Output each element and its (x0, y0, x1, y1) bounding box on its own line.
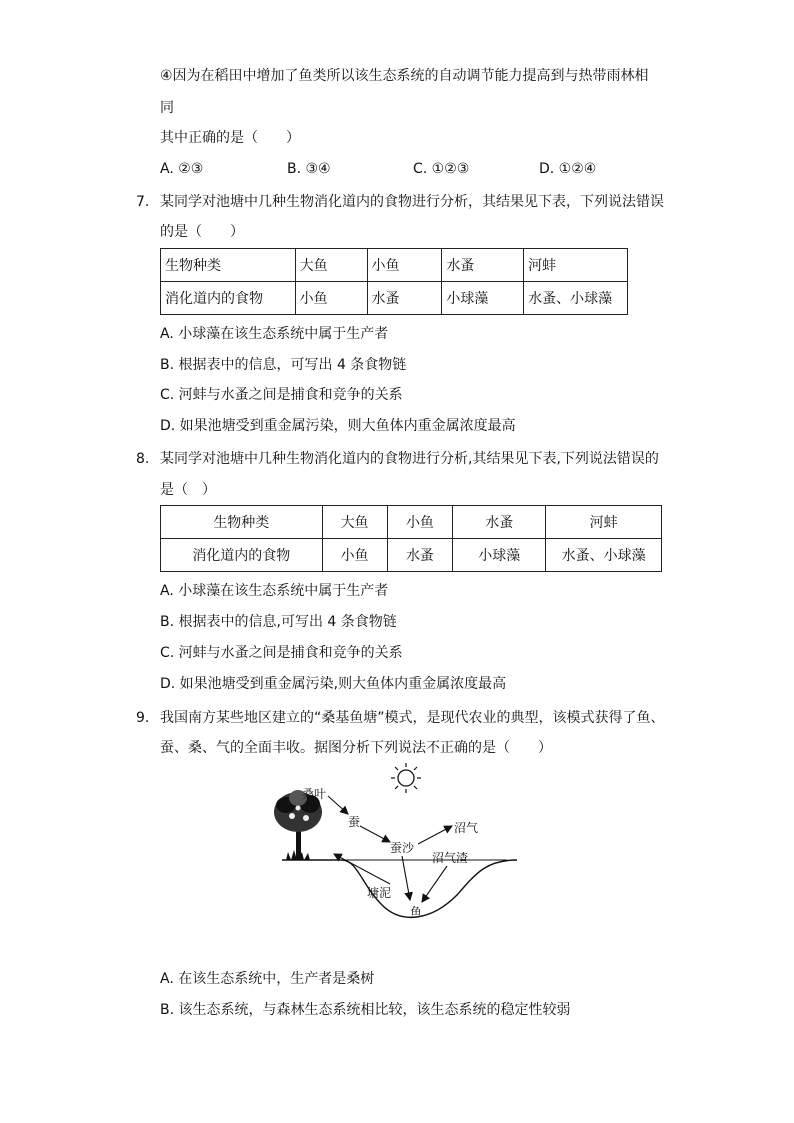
table-row (161, 506, 662, 539)
q8-number: 8. (136, 451, 150, 467)
q7-stem-line1: 某同学对池塘中几种生物消化道内的食物进行分析，其结果见下表，下列说法错误 (160, 194, 664, 210)
table-cell: 消化道内的食物 (161, 539, 323, 572)
label-fish: 鱼 (410, 905, 423, 919)
q7-number: 7. (136, 194, 150, 210)
table-row (161, 249, 628, 282)
q7-option-a: A. 小球藻在该生态系统中属于生产者 (160, 326, 389, 342)
q6-option-a: A. ②③ (160, 161, 204, 177)
q6-option-b: B. ③④ (287, 161, 331, 177)
q8-option-a: A. 小球藻在该生态系统中属于生产者 (160, 583, 389, 599)
table-cell: 河蚌 (546, 506, 662, 539)
table-cell: 小球藻 (442, 282, 524, 315)
q7-option-b: B. 根据表中的信息，可写出 4 条食物链 (160, 357, 407, 373)
table-cell: 河蚌 (524, 249, 628, 282)
table-cell: 大鱼 (322, 506, 387, 539)
q8-stem-line2: 是（ ） (160, 482, 216, 498)
label-biogas: 沼气 (454, 821, 479, 835)
table-cell: 水蚤 (453, 506, 546, 539)
q6-statement-4-line1: ④因为在稻田中增加了鱼类所以该生态系统的自动调节能力提高到与热带雨林相 (160, 68, 649, 84)
label-silkworm-sand: 蚕沙 (390, 841, 415, 855)
q7-table (160, 248, 628, 315)
q7-option-d: D. 如果池塘受到重金属污染，则大鱼体内重金属浓度最高 (160, 418, 516, 434)
q7-option-c: C. 河蚌与水蚤之间是捕食和竞争的关系 (160, 387, 403, 403)
q9-stem-line2: 蚕、桑、气的全面丰收。据图分析下列说法不正确的是（ ） (160, 740, 552, 756)
table-cell: 消化道内的食物 (161, 282, 296, 315)
q8-option-b: B. 根据表中的信息,可写出 4 条食物链 (160, 614, 397, 630)
q6-statement-4-line2: 同 (160, 100, 174, 116)
q9-option-b: B. 该生态系统，与森林生态系统相比较，该生态系统的稳定性较弱 (160, 1002, 571, 1018)
sun-icon (391, 763, 421, 793)
table-row (161, 282, 628, 315)
label-mulberry-leaf: 桑叶 (302, 787, 327, 801)
table-row (161, 539, 662, 572)
table-cell: 水蚤 (442, 249, 524, 282)
label-silkworm: 蚕 (348, 815, 361, 829)
table-cell: 水蚤 (387, 539, 453, 572)
q6-option-c: C. ①②③ (413, 161, 470, 177)
pond-outline (282, 860, 517, 917)
q8-option-c: C. 河蚌与水蚤之间是捕食和竞争的关系 (160, 645, 403, 661)
table-cell: 小鱼 (295, 282, 367, 315)
q8-stem-line1: 某同学对池塘中几种生物消化道内的食物进行分析,其结果见下表,下列说法错误的 (160, 451, 659, 467)
table-cell: 水蚤、小球藻 (524, 282, 628, 315)
table-cell: 水蚤、小球藻 (546, 539, 662, 572)
table-cell: 小球藻 (453, 539, 546, 572)
q9-number: 9. (136, 710, 150, 726)
q6-prompt: 其中正确的是（ ） (160, 130, 300, 146)
table-cell: 大鱼 (295, 249, 367, 282)
q9-option-a: A. 在该生态系统中，生产者是桑树 (160, 971, 375, 987)
table-cell: 小鱼 (322, 539, 387, 572)
q8-table (160, 505, 662, 572)
table-cell: 生物种类 (161, 249, 296, 282)
table-cell: 生物种类 (161, 506, 323, 539)
q7-stem-line2: 的是（ ） (160, 224, 244, 240)
label-pond-mud: 塘泥 (367, 886, 392, 900)
table-cell: 小鱼 (367, 249, 442, 282)
mulberry-fish-pond-diagram (262, 760, 522, 930)
table-cell: 小鱼 (387, 506, 453, 539)
q9-stem-line1: 我国南方某些地区建立的“桑基鱼塘”模式，是现代农业的典型，该模式获得了鱼、 (160, 710, 665, 726)
label-biogas-residue: 沼气渣 (432, 851, 469, 865)
table-cell: 水蚤 (367, 282, 442, 315)
q8-option-d: D. 如果池塘受到重金属污染,则大鱼体内重金属浓度最高 (160, 676, 507, 692)
q6-option-d: D. ①②④ (539, 161, 597, 177)
